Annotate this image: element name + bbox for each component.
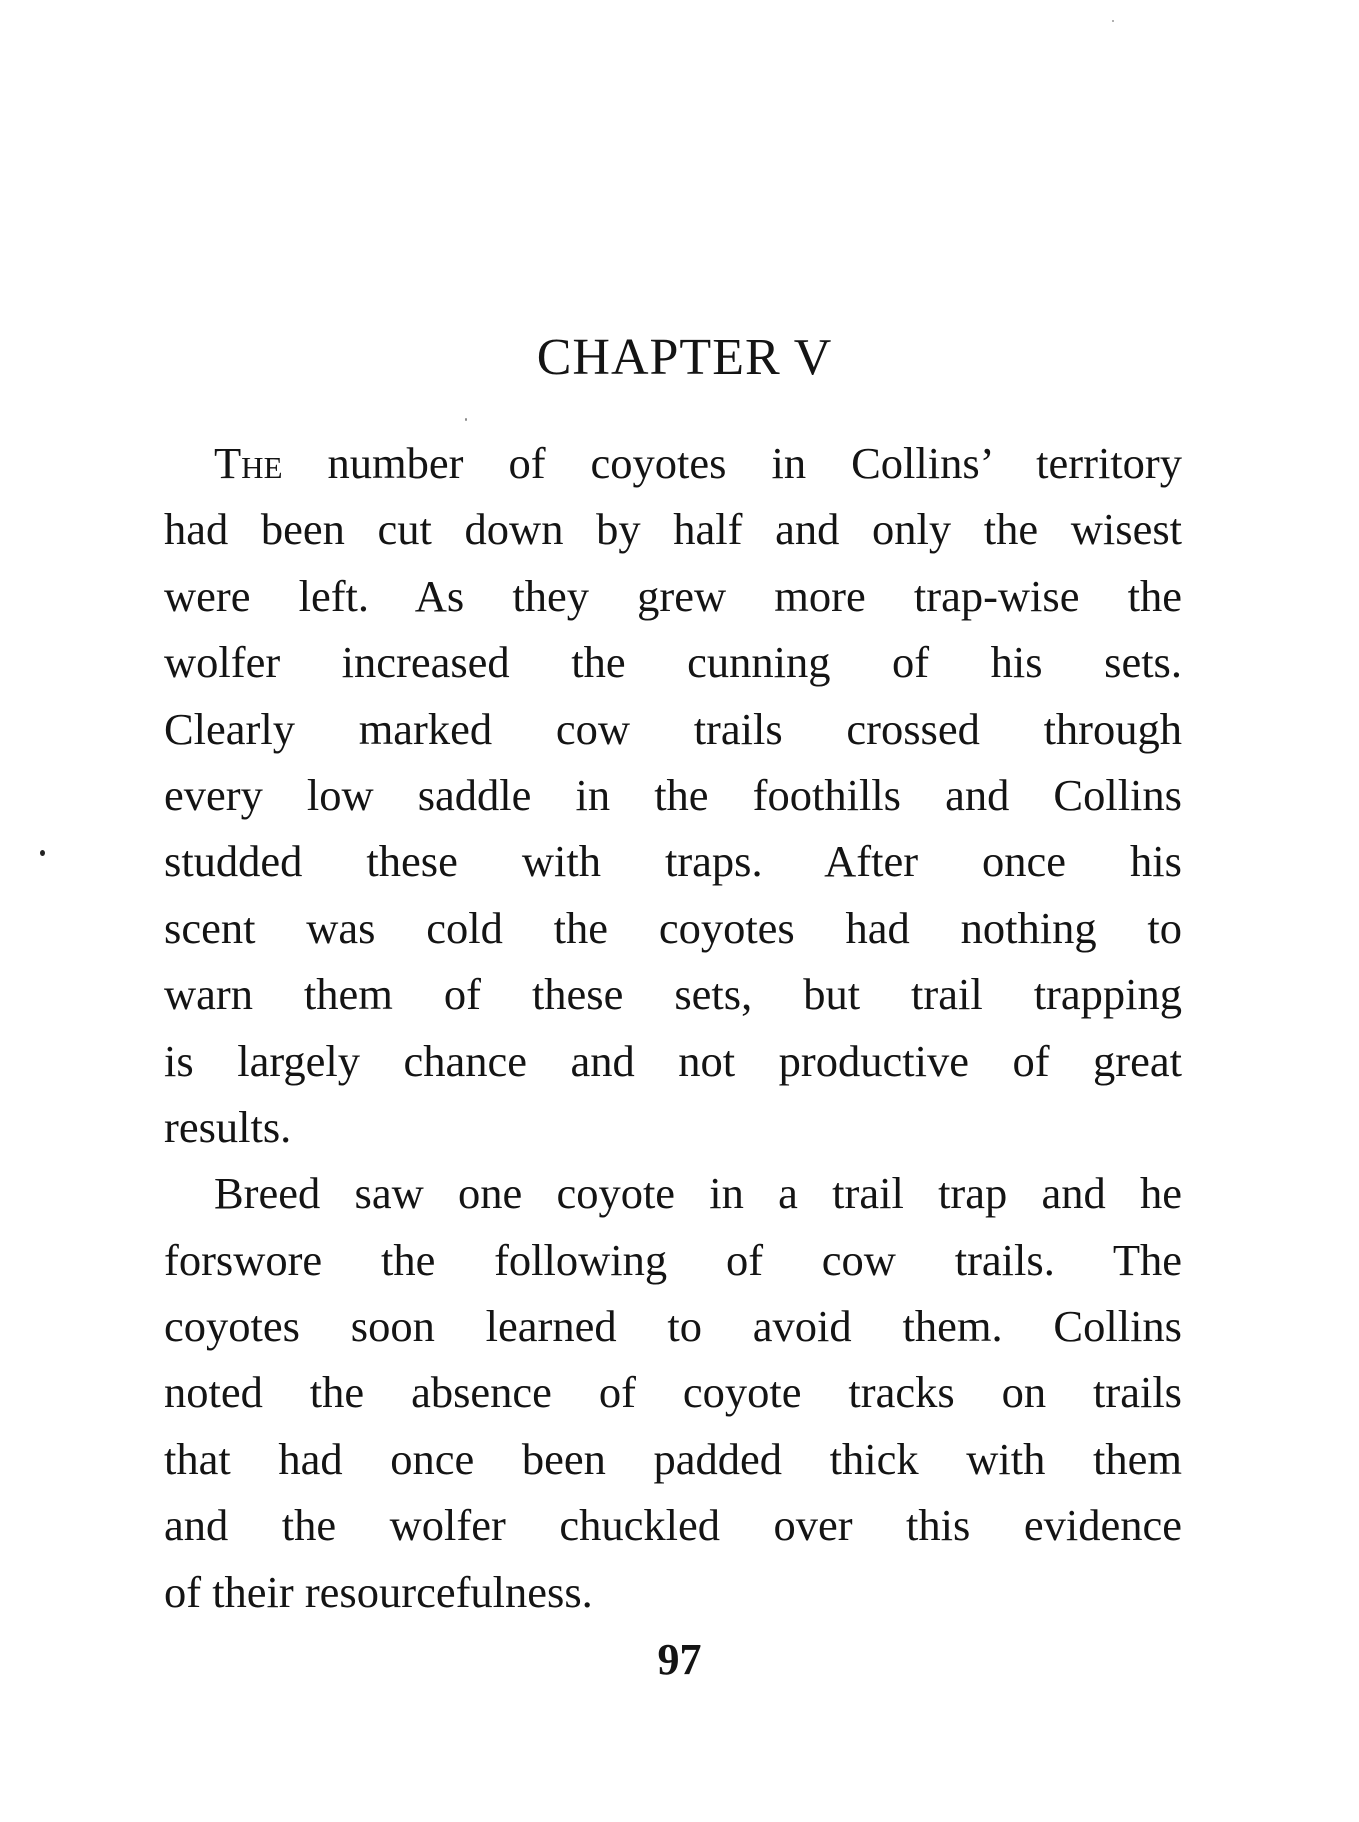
- lead-word: The: [214, 438, 283, 488]
- paragraph-line: and the wolfer chuckled over this evidence: [164, 1500, 1182, 1551]
- paragraph-line: that had once been padded thick with them: [164, 1433, 1182, 1484]
- chapter-heading: CHAPTER V: [536, 329, 833, 386]
- scan-speck: [465, 418, 467, 421]
- paragraph-line: coyotes soon learned to avoid them. Collins: [164, 1301, 1182, 1352]
- scan-speck: [1112, 20, 1114, 22]
- paragraph-line: is largely chance and not productive of great: [164, 1035, 1182, 1086]
- scan-speck: [40, 850, 45, 856]
- paragraph-line: studded these with traps. After once his: [164, 836, 1182, 887]
- paragraph-line: The number of coyotes in Collins’ territory: [214, 438, 1182, 488]
- paragraph-line: results.: [164, 1101, 292, 1152]
- paragraph-line: every low saddle in the foothills and Collins: [164, 769, 1182, 820]
- paragraph-line: Clearly marked cow trails crossed through: [164, 703, 1182, 754]
- paragraph-line: warn them of these sets, but trail trapping: [164, 969, 1182, 1020]
- paragraph-line: were left. As they grew more trap-wise the: [164, 570, 1182, 621]
- paragraph-2: [164, 1160, 1182, 1625]
- body-text: [164, 430, 1182, 1625]
- paragraph-line: scent was cold the coyotes had nothing to: [164, 902, 1182, 953]
- paragraph-line: wolfer increased the cunning of his sets.: [164, 637, 1182, 688]
- paragraph-line: noted the absence of coyote tracks on trails: [164, 1367, 1182, 1418]
- paragraph-1: [164, 430, 1182, 1160]
- paragraph-line: Breed saw one coyote in a trail trap and he: [214, 1168, 1182, 1219]
- paragraph-line: had been cut down by half and only the wisest: [164, 504, 1182, 555]
- page-number: 97: [657, 1635, 702, 1684]
- paragraph-line: of their resourcefulness.: [164, 1566, 593, 1617]
- paragraph-line: forswore the following of cow trails. The: [164, 1234, 1182, 1285]
